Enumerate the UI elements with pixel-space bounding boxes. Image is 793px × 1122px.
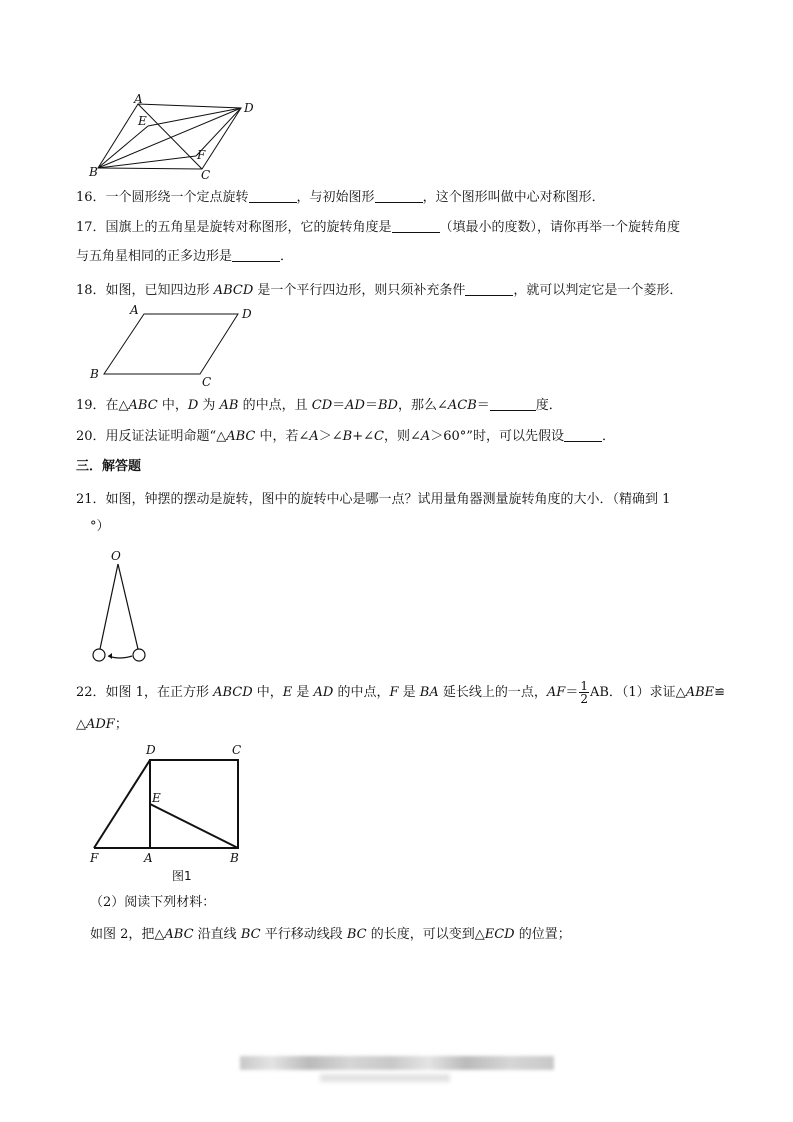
label-B: B bbox=[90, 367, 99, 381]
label-O: O bbox=[111, 549, 121, 563]
figure-caption: 图1 bbox=[172, 869, 192, 883]
answer-blank[interactable] bbox=[392, 218, 440, 233]
label-A: A bbox=[130, 303, 139, 317]
question-19: 19．在△ABC 中，D 为 AB 的中点，且 CD＝AD＝BD，那么∠ACB＝ 度． bbox=[76, 398, 562, 413]
question-22-part2: （2）阅读下列材料： bbox=[90, 895, 216, 910]
section-title: 三．解答题 bbox=[76, 459, 142, 474]
label-A: A bbox=[144, 851, 153, 865]
label-C: C bbox=[232, 743, 242, 757]
question-21: 21．如图，钟摆的摆动是旋转，图中的旋转中心是哪一点？试用量角器测量旋转角度的大小．（精确到 1 bbox=[76, 492, 671, 507]
question-22-material: 如图 2，把△ABC 沿直线 BC 平行移动线段 BC 的长度，可以变到△ECD 的位置； bbox=[90, 927, 571, 942]
figure-18-parallelogram bbox=[86, 302, 258, 388]
label-D: D bbox=[244, 101, 254, 115]
figure-21-pendulum bbox=[88, 546, 152, 668]
question-18: 18．如图，已知四边形 ABCD 是一个平行四边形，则只须补充条件 ，就可以判定它是一个菱形． bbox=[76, 283, 683, 298]
label-F: F bbox=[197, 148, 206, 162]
question-17-line2: 与五角星相同的正多边形是 ． bbox=[76, 249, 294, 264]
question-16: 16．一个圆形绕一个定点旋转 ，与初始图形 ，这个图形叫做中心对称图形． bbox=[76, 190, 605, 205]
answer-blank[interactable] bbox=[375, 188, 423, 203]
answer-blank[interactable] bbox=[564, 427, 602, 442]
answer-blank[interactable] bbox=[249, 188, 297, 203]
label-C: C bbox=[202, 375, 212, 388]
fraction-one-half: $\frac{1}{2}$ bbox=[580, 679, 588, 706]
answer-blank[interactable] bbox=[232, 247, 280, 262]
question-21-line2: °） bbox=[90, 519, 110, 534]
question-22-line2: △ADF； bbox=[76, 717, 128, 732]
answer-blank[interactable] bbox=[490, 396, 536, 411]
blurred-footer bbox=[240, 1056, 554, 1070]
label-D: D bbox=[146, 743, 156, 757]
question-22: 22．如图 1，在正方形 ABCD 中，E 是 AD 的中点，F 是 BA 延长线上的一点，AF＝ $\frac{1}{2}$ AB．（1）求证△ABE≌ bbox=[76, 679, 726, 706]
figure-22-square bbox=[86, 740, 246, 886]
label-C: C bbox=[201, 168, 211, 180]
question-20: 20．用反证法证明命题“△ABC 中，若∠A＞∠B+∠C，则∠A＞60°”时，可以先假设 ． bbox=[76, 429, 615, 444]
label-B: B bbox=[230, 851, 239, 865]
label-A: A bbox=[134, 92, 143, 106]
label-E: E bbox=[152, 791, 161, 805]
label-F: F bbox=[90, 851, 99, 865]
label-B: B bbox=[89, 165, 98, 179]
question-17: 17．国旗上的五角星是旋转对称图形，它的旋转角度是 （填最小的度数），请你再举一个旋转角度 bbox=[76, 220, 681, 235]
label-D: D bbox=[242, 307, 252, 321]
blurred-footer-sub bbox=[320, 1074, 450, 1082]
figure-top-parallelogram bbox=[86, 92, 258, 180]
label-E: E bbox=[138, 114, 147, 128]
answer-blank[interactable] bbox=[465, 281, 513, 296]
